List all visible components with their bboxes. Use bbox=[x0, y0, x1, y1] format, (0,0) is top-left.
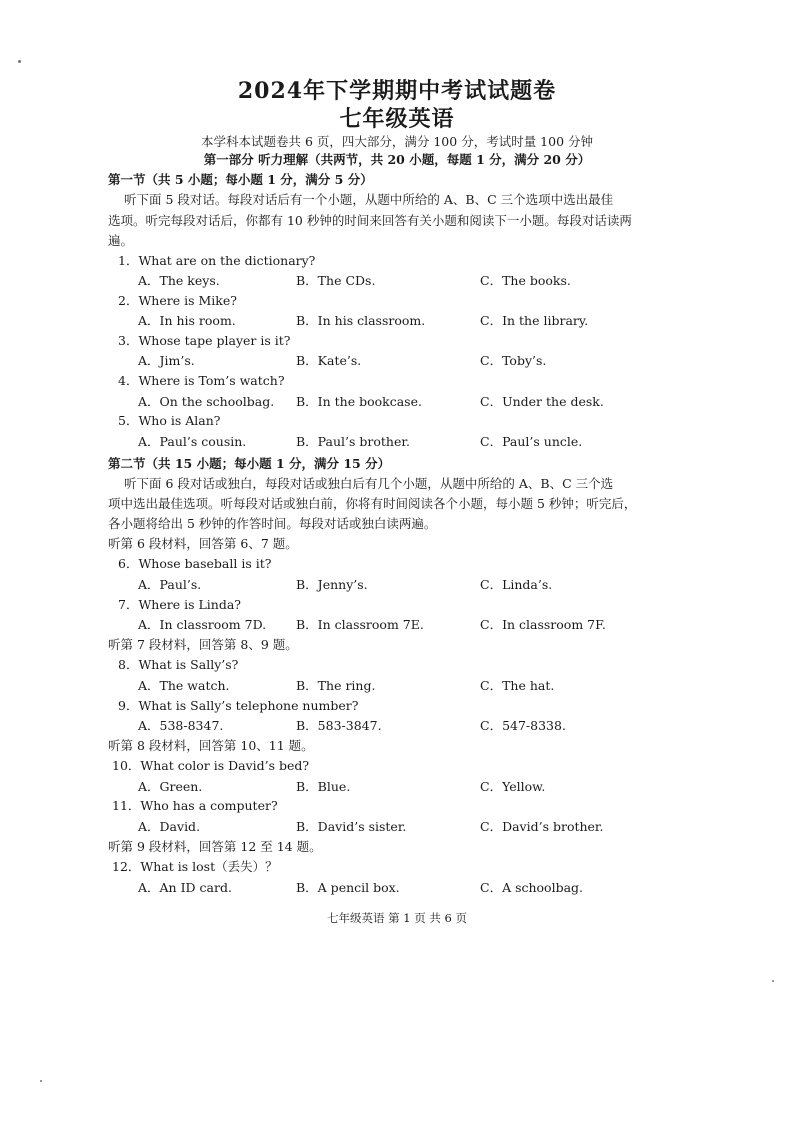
q12-option-c: C．A schoolbag. bbox=[480, 880, 584, 895]
q1-option-b: B．The CDs. bbox=[296, 273, 376, 288]
q11-option-a: A．David. bbox=[138, 819, 201, 834]
material-6-note: 听第 6 段材料，回答第 6、7 题。 bbox=[108, 536, 298, 551]
question-3: 3．Whose tape player is it? bbox=[118, 333, 291, 348]
q5-option-c: C．Paul’s uncle. bbox=[480, 434, 583, 449]
material-9-note: 听第 9 段材料，回答第 12 至 14 题。 bbox=[108, 839, 322, 854]
q7-option-c: C．In classroom 7F. bbox=[480, 617, 606, 632]
section1-heading: 第一节（共 5 小题；每小题 1 分，满分 5 分） bbox=[108, 172, 373, 187]
question-5: 5．Who is Alan? bbox=[118, 413, 221, 428]
q7-option-a: A．In classroom 7D. bbox=[138, 617, 267, 632]
q9-option-b: B．583-3847. bbox=[296, 718, 382, 733]
q1-option-c: C．The books. bbox=[480, 273, 571, 288]
q5-option-a: A．Paul’s cousin. bbox=[138, 434, 247, 449]
q7-option-b: B．In classroom 7E. bbox=[296, 617, 424, 632]
section1-instruction-2: 选项。听完每段对话后，你都有 10 秒钟的时间来回答有关小题和阅读下一小题。每段对话读两 bbox=[108, 213, 632, 228]
q6-option-a: A．Paul’s. bbox=[138, 577, 202, 592]
question-7: 7．Where is Linda? bbox=[118, 597, 241, 612]
question-10: 10．What color is David’s bed? bbox=[112, 758, 310, 773]
page-title: 2024年下学期期中考试试题卷 bbox=[237, 78, 557, 104]
q10-option-b: B．Blue. bbox=[296, 779, 351, 794]
q3-option-b: B．Kate’s. bbox=[296, 353, 362, 368]
material-7-note: 听第 7 段材料，回答第 8、9 题。 bbox=[108, 637, 298, 652]
q3-option-c: C．Toby’s. bbox=[480, 353, 547, 368]
q10-option-c: C．Yellow. bbox=[480, 779, 546, 794]
q12-option-b: B．A pencil box. bbox=[296, 880, 400, 895]
q8-option-c: C．The hat. bbox=[480, 678, 555, 693]
part1-heading: 第一部分 听力理解（共两节，共 20 小题，每题 1 分，满分 20 分） bbox=[203, 152, 591, 167]
material-8-note: 听第 8 段材料，回答第 10、11 题。 bbox=[108, 738, 314, 753]
question-8: 8．What is Sally’s? bbox=[118, 657, 239, 672]
q11-option-b: B．David’s sister. bbox=[296, 819, 407, 834]
q6-option-c: C．Linda’s. bbox=[480, 577, 553, 592]
question-12: 12．What is lost（丢失）？ bbox=[112, 859, 278, 874]
section2-instruction-3: 各小题将给出 5 秒钟的作答时间。每段对话或独白读两遍。 bbox=[108, 516, 437, 531]
section2-heading: 第二节（共 15 小题；每小题 1 分，满分 15 分） bbox=[108, 456, 391, 471]
q12-option-a: A．An ID card. bbox=[138, 880, 232, 895]
section1-instruction-3: 遍。 bbox=[108, 233, 134, 248]
q4-option-c: C．Under the desk. bbox=[480, 394, 604, 409]
q2-option-c: C．In the library. bbox=[480, 313, 589, 328]
question-4: 4．Where is Tom’s watch? bbox=[118, 373, 285, 388]
q9-option-c: C．547-8338. bbox=[480, 718, 566, 733]
question-9: 9．What is Sally’s telephone number? bbox=[118, 698, 359, 713]
subject-title: 七年级英语 bbox=[339, 106, 455, 132]
question-11: 11．Who has a computer? bbox=[112, 798, 278, 813]
q4-option-b: B．In the bookcase. bbox=[296, 394, 422, 409]
scan-speck bbox=[18, 60, 21, 63]
q5-option-b: B．Paul’s brother. bbox=[296, 434, 410, 449]
question-2: 2．Where is Mike? bbox=[118, 293, 237, 308]
q2-option-b: B．In his classroom. bbox=[296, 313, 426, 328]
section2-instruction-1: 听下面 6 段对话或独白，每段对话或独白后有几个小题，从题中所给的 A、B、C 三个选 bbox=[124, 476, 614, 491]
q11-option-c: C．David’s brother. bbox=[480, 819, 604, 834]
q8-option-b: B．The ring. bbox=[296, 678, 376, 693]
section1-instruction-1: 听下面 5 段对话。每段对话后有一个小题，从题中所给的 A、B、C 三个选项中选出最佳 bbox=[124, 192, 614, 207]
q2-option-a: A．In his room. bbox=[138, 313, 236, 328]
q1-option-a: A．The keys. bbox=[138, 273, 220, 288]
question-1: 1．What are on the dictionary? bbox=[118, 253, 316, 268]
q4-option-a: A．On the schoolbag. bbox=[138, 394, 275, 409]
q3-option-a: A．Jim’s. bbox=[138, 353, 195, 368]
scan-speck bbox=[772, 980, 774, 982]
q9-option-a: A．538-8347. bbox=[138, 718, 224, 733]
q10-option-a: A．Green. bbox=[138, 779, 203, 794]
page-footer: 七年级英语 第 1 页 共 6 页 bbox=[326, 911, 468, 925]
scan-speck bbox=[40, 1080, 42, 1082]
section2-instruction-2: 项中选出最佳选项。听每段对话或独白前，你将有时间阅读各个小题，每小题 5 秒钟；听完后， bbox=[108, 496, 637, 511]
q8-option-a: A．The watch. bbox=[138, 678, 230, 693]
q6-option-b: B．Jenny’s. bbox=[296, 577, 368, 592]
exam-info: 本学科本试题卷共 6 页，四大部分，满分 100 分，考试时量 100 分钟 bbox=[200, 134, 593, 149]
question-6: 6．Whose baseball is it? bbox=[118, 556, 272, 571]
